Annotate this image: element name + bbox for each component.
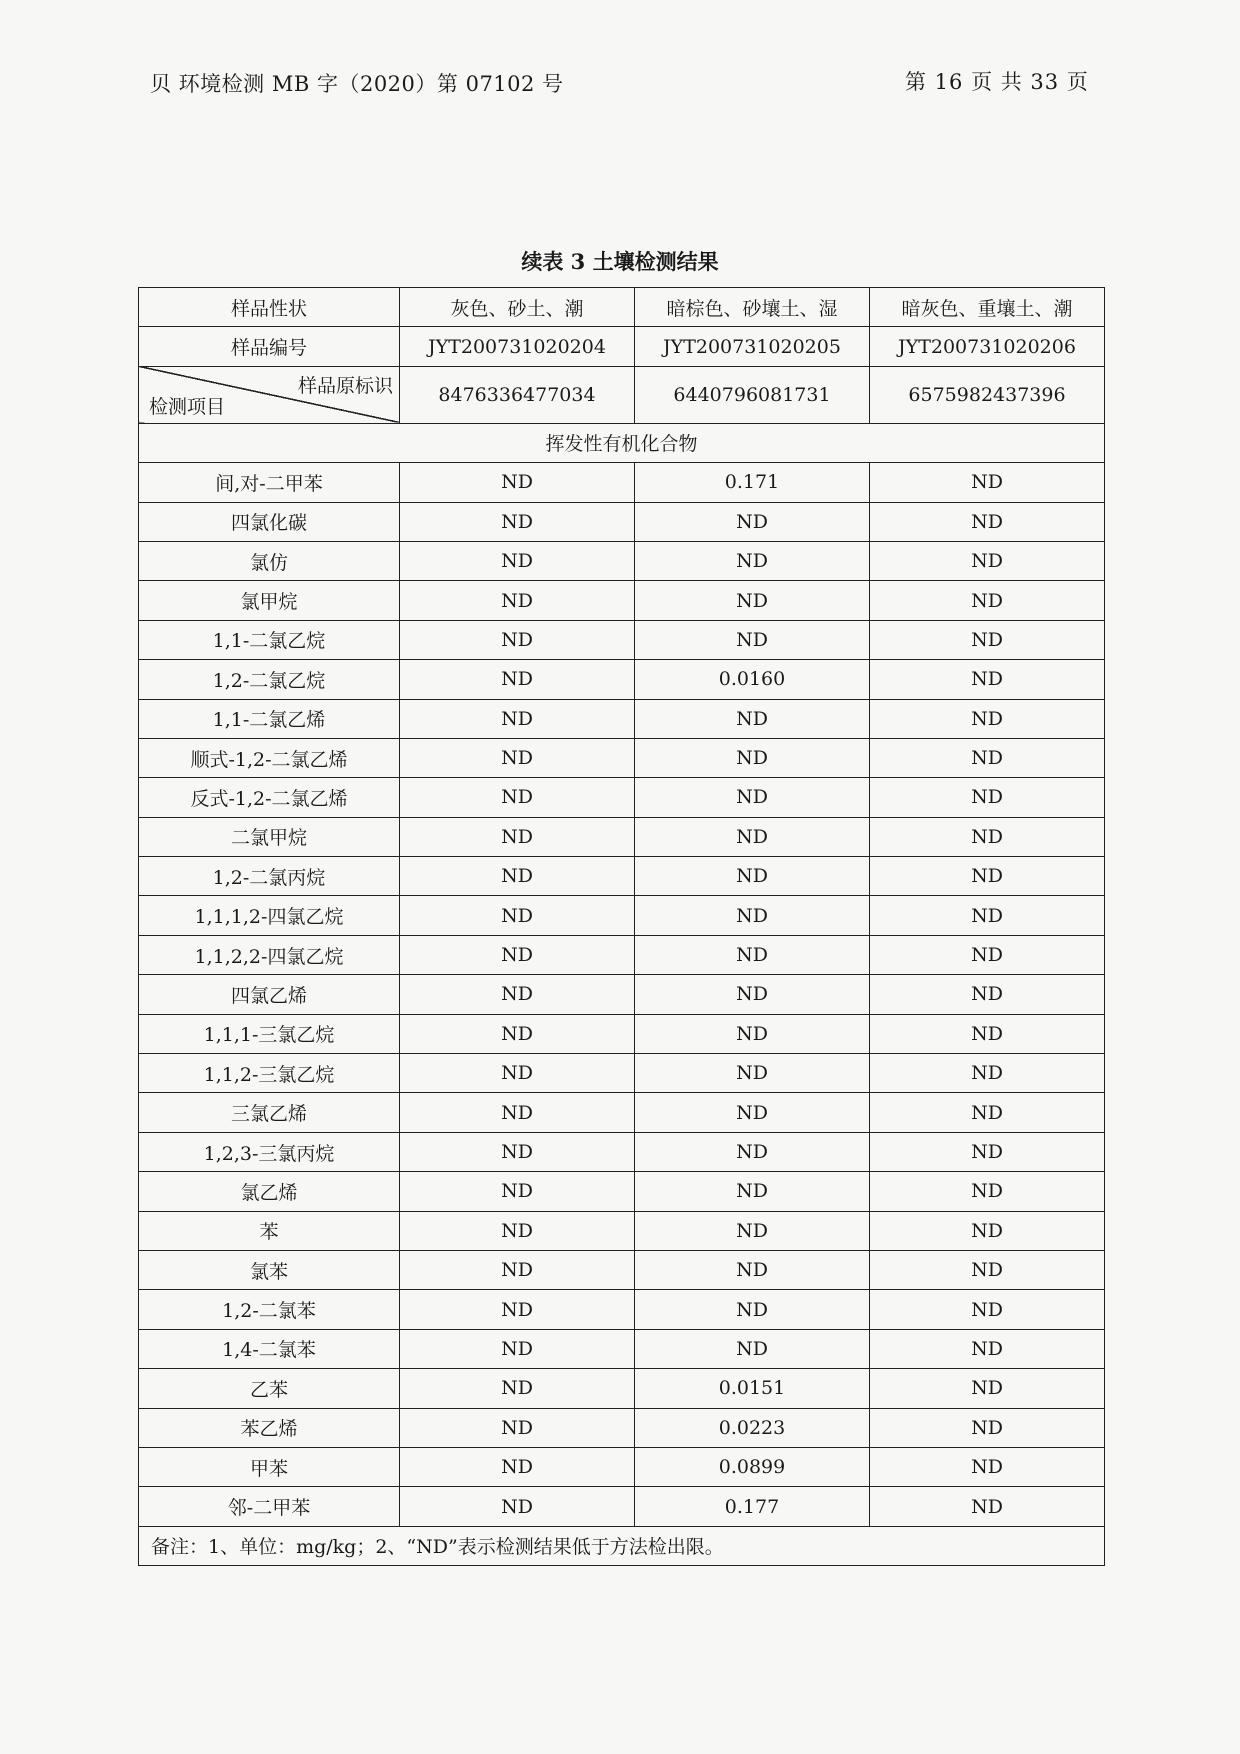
result-value: ND [400, 1369, 635, 1408]
sample-3-no: JYT200731020206 [870, 327, 1105, 366]
result-value: ND [870, 896, 1105, 935]
sample-1-original-id: 8476336477034 [400, 366, 635, 423]
result-value: ND [400, 1408, 635, 1447]
sample-2-character: 暗棕色、砂壤土、湿 [635, 288, 870, 327]
character-label: 样品性状 [139, 288, 400, 327]
result-value: ND [870, 1132, 1105, 1171]
result-row [139, 817, 1105, 856]
result-value: ND [635, 857, 870, 896]
result-value: ND [870, 1408, 1105, 1447]
result-row [139, 896, 1105, 935]
result-value: ND [400, 1054, 635, 1093]
result-row [139, 1014, 1105, 1053]
compound-name: 四氯化碳 [139, 502, 400, 541]
result-value: ND [635, 1132, 870, 1171]
result-row [139, 1054, 1105, 1093]
result-value: ND [400, 660, 635, 699]
compound-name: 1,1-二氯乙烷 [139, 620, 400, 659]
sample-3-original-id: 6575982437396 [870, 366, 1105, 423]
compound-name: 氯甲烷 [139, 581, 400, 620]
result-value: 0.0151 [635, 1369, 870, 1408]
character-row [139, 288, 1105, 327]
compound-name: 甲苯 [139, 1447, 400, 1486]
result-row [139, 1408, 1105, 1447]
result-value: ND [870, 1093, 1105, 1132]
result-row [139, 660, 1105, 699]
result-value: ND [870, 699, 1105, 738]
result-value: ND [870, 502, 1105, 541]
result-value: ND [400, 463, 635, 502]
item-label: 检测项目 [149, 395, 226, 418]
result-value: ND [400, 502, 635, 541]
result-value: 0.177 [635, 1487, 870, 1526]
result-row [139, 541, 1105, 580]
result-row [139, 1093, 1105, 1132]
result-value: 0.171 [635, 463, 870, 502]
result-value: ND [635, 1250, 870, 1289]
result-value: ND [635, 778, 870, 817]
result-value: ND [400, 896, 635, 935]
result-value: ND [400, 1132, 635, 1171]
result-value: ND [870, 463, 1105, 502]
sample-no-row [139, 327, 1105, 366]
result-value: ND [870, 1329, 1105, 1368]
result-value: ND [400, 541, 635, 580]
compound-name: 四氯乙烯 [139, 975, 400, 1014]
compound-name: 顺式-1,2-二氯乙烯 [139, 738, 400, 777]
note-row [139, 1526, 1105, 1565]
sample-1-character: 灰色、砂土、潮 [400, 288, 635, 327]
result-value: ND [870, 738, 1105, 777]
result-value: ND [400, 935, 635, 974]
result-value: ND [400, 1250, 635, 1289]
result-value: ND [870, 857, 1105, 896]
compound-name: 1,1,2,2-四氯乙烷 [139, 935, 400, 974]
compound-name: 1,1,1,2-四氯乙烷 [139, 896, 400, 935]
sample-1-no: JYT200731020204 [400, 327, 635, 366]
compound-name: 间,对-二甲苯 [139, 463, 400, 502]
result-value: ND [400, 581, 635, 620]
result-value: ND [635, 935, 870, 974]
result-value: 0.0160 [635, 660, 870, 699]
result-value: ND [870, 1487, 1105, 1526]
result-value: 0.0899 [635, 1447, 870, 1486]
sample-2-original-id: 6440796081731 [635, 366, 870, 423]
compound-name: 1,4-二氯苯 [139, 1329, 400, 1368]
compound-name: 邻-二甲苯 [139, 1487, 400, 1526]
result-row [139, 738, 1105, 777]
result-value: ND [635, 975, 870, 1014]
result-row [139, 581, 1105, 620]
compound-name: 苯 [139, 1211, 400, 1250]
compound-name: 乙苯 [139, 1369, 400, 1408]
result-value: ND [635, 896, 870, 935]
compound-name: 1,1-二氯乙烯 [139, 699, 400, 738]
result-value: ND [870, 1014, 1105, 1053]
compound-name: 氯乙烯 [139, 1172, 400, 1211]
result-value: ND [870, 778, 1105, 817]
result-value: ND [870, 541, 1105, 580]
result-row [139, 463, 1105, 502]
result-row [139, 502, 1105, 541]
result-value: ND [400, 817, 635, 856]
compound-name: 氯苯 [139, 1250, 400, 1289]
compound-name: 三氯乙烯 [139, 1093, 400, 1132]
result-value: ND [400, 1290, 635, 1329]
result-value: ND [635, 1329, 870, 1368]
result-value: ND [870, 581, 1105, 620]
result-value: ND [635, 817, 870, 856]
report-number: 贝 环境检测 MB 字（2020）第 07102 号 [150, 72, 564, 96]
table-note: 备注：1、单位：mg/kg；2、“ND”表示检测结果低于方法检出限。 [139, 1526, 1105, 1565]
result-row [139, 1487, 1105, 1526]
result-value: ND [635, 1093, 870, 1132]
result-value: 0.0223 [635, 1408, 870, 1447]
result-value: ND [870, 1250, 1105, 1289]
original-id-row [139, 366, 1105, 423]
result-value: ND [870, 620, 1105, 659]
compound-name: 1,2-二氯苯 [139, 1290, 400, 1329]
result-value: ND [635, 1290, 870, 1329]
result-value: ND [635, 620, 870, 659]
compound-name: 1,1,2-三氯乙烷 [139, 1054, 400, 1093]
result-value: ND [400, 738, 635, 777]
result-value: ND [870, 1290, 1105, 1329]
compound-name: 1,2-二氯丙烷 [139, 857, 400, 896]
result-value: ND [635, 699, 870, 738]
result-value: ND [400, 778, 635, 817]
result-value: ND [635, 502, 870, 541]
result-value: ND [635, 1014, 870, 1053]
diagonal-header-cell [139, 366, 400, 423]
result-row [139, 1250, 1105, 1289]
result-value: ND [400, 1329, 635, 1368]
result-row [139, 1290, 1105, 1329]
compound-name: 氯仿 [139, 541, 400, 580]
result-value: ND [870, 660, 1105, 699]
result-value: ND [400, 857, 635, 896]
sample-3-character: 暗灰色、重壤土、潮 [870, 288, 1105, 327]
result-value: ND [400, 1172, 635, 1211]
result-value: ND [400, 699, 635, 738]
result-row [139, 935, 1105, 974]
result-value: ND [635, 738, 870, 777]
sample-no-label: 样品编号 [139, 327, 400, 366]
sample-2-no: JYT200731020205 [635, 327, 870, 366]
page-number: 第 16 页 共 33 页 [905, 70, 1089, 94]
compound-name: 反式-1,2-二氯乙烯 [139, 778, 400, 817]
result-row [139, 699, 1105, 738]
result-row [139, 975, 1105, 1014]
result-row [139, 1172, 1105, 1211]
compound-name: 二氯甲烷 [139, 817, 400, 856]
result-value: ND [635, 1211, 870, 1250]
table-title: 续表 3 土壤检测结果 [521, 249, 719, 274]
result-value: ND [400, 1211, 635, 1250]
result-value: ND [400, 975, 635, 1014]
result-row [139, 1329, 1105, 1368]
result-value: ND [870, 817, 1105, 856]
result-value: ND [635, 1172, 870, 1211]
compound-name: 1,1,1-三氯乙烷 [139, 1014, 400, 1053]
result-row [139, 778, 1105, 817]
result-value: ND [400, 1093, 635, 1132]
result-value: ND [870, 1172, 1105, 1211]
section-row [139, 423, 1105, 462]
section-title: 挥发性有机化合物 [139, 423, 1105, 462]
result-row [139, 857, 1105, 896]
result-value: ND [635, 1054, 870, 1093]
result-value: ND [400, 1014, 635, 1053]
result-row [139, 1132, 1105, 1171]
result-row [139, 620, 1105, 659]
result-value: ND [400, 620, 635, 659]
result-value: ND [635, 541, 870, 580]
original-id-label: 样品原标识 [297, 374, 393, 397]
result-value: ND [635, 581, 870, 620]
result-value: ND [400, 1447, 635, 1486]
result-value: ND [870, 1211, 1105, 1250]
soil-results-table [138, 287, 1105, 1566]
compound-name: 1,2-二氯乙烷 [139, 660, 400, 699]
result-value: ND [400, 1487, 635, 1526]
result-row [139, 1369, 1105, 1408]
result-value: ND [870, 1369, 1105, 1408]
result-value: ND [870, 1447, 1105, 1486]
result-value: ND [870, 935, 1105, 974]
compound-name: 1,2,3-三氯丙烷 [139, 1132, 400, 1171]
result-value: ND [870, 975, 1105, 1014]
result-value: ND [870, 1054, 1105, 1093]
result-row [139, 1447, 1105, 1486]
result-row [139, 1211, 1105, 1250]
compound-name: 苯乙烯 [139, 1408, 400, 1447]
